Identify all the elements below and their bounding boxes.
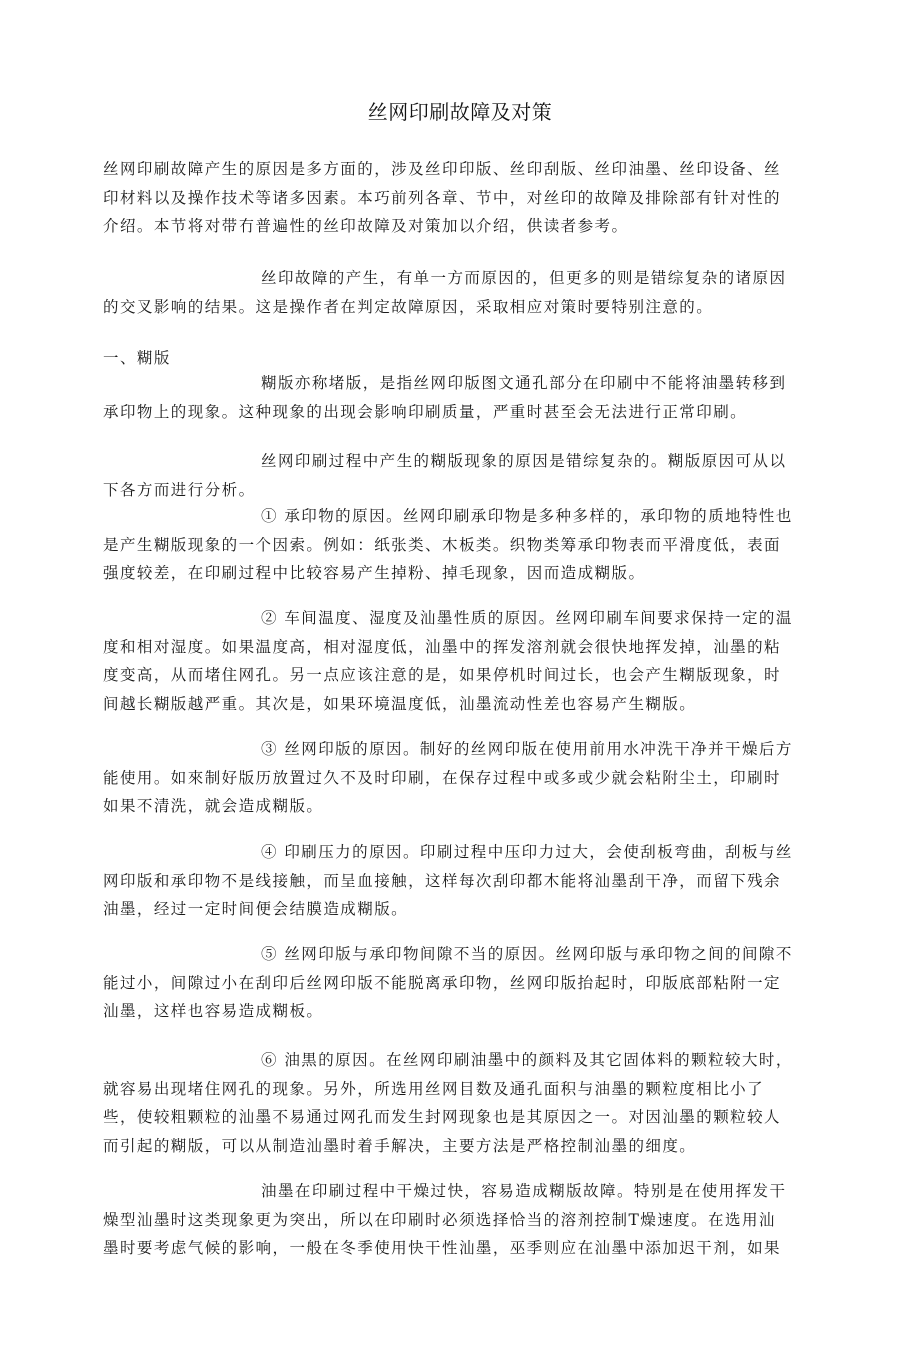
text-line: 网印版和承印物不是线接触，而呈血接触，这样每次刮印都木能将汕墨刮干净，而留下残余	[103, 871, 782, 890]
text-line: ⑤ 丝网印版与承印物间隙不当的原因。丝网印版与承印物之间的间隙不	[261, 945, 793, 963]
text-line: 丝网印刷过程中产生的糊版现象的原因是错综复杂的。糊版原因可从以	[261, 452, 787, 470]
text-line: 能使用。如來制好版历放置过久不及时印刷，在保存过程中或多或少就会粘附尘土，印刷时	[103, 768, 782, 787]
text-line: 就容易出现堵住网孔的现象。另外，所选用丝网目数及通孔面积与油墨的颗粒度相比小了	[103, 1079, 765, 1098]
text-line: 承印物上的现象。这种现象的出现会影响印刷质量，严重时甚至会无法进行正常印刷。	[103, 402, 748, 421]
text-line: 强度较差，在印刷过程中比较容易产生掉粉、掉毛现象，因而造成糊版。	[103, 564, 646, 582]
cause-item-6	[103, 1046, 803, 1160]
text-line: 油墨在印刷过程中干燥过快，容易造成糊版故障。特别是在使用挥发干	[261, 1182, 787, 1200]
text-line: 燥型汕墨时这类现象更为突出，所以在印刷时必须选择恰当的溶剂控制T燥速度。在选用汕	[103, 1210, 776, 1229]
cause-item-3	[103, 735, 803, 821]
text-line: ⑥ 油黒的原因。在丝网印刷油墨中的颜料及其它固体料的颗粒较大时，	[261, 1051, 793, 1069]
text-line: 的交叉影响的结果。这是操作者在判定故障原因，采取相应对策时要特别注意的。	[103, 297, 714, 316]
cause-item-1	[103, 502, 803, 588]
text-line: 丝印故障的产生，有单一方而原因的，但更多的则是错综复杂的诸原因	[261, 269, 787, 287]
text-line: 些，使较粗颗粒的汕墨不易通过网孔而发生封网现象也是其原因之一。对因汕墨的颗粒较人	[103, 1108, 782, 1126]
text-line: ① 承印物的原因。丝网印刷承印物是多种多样的，承印物的质地特性也	[261, 507, 793, 525]
text-line: 介绍。本节将对带冇普遍性的丝印故障及对策加以介绍，供读者参考。	[103, 217, 629, 235]
text-line: 是产生糊版现象的一个因索。例如：纸张类、木板类。织物类筹承印物表而平滑度低，表面	[103, 535, 782, 554]
text-line: 能过小，间隙过小在刮印后丝网印版不能脱离承印物，丝网印版抬起时，印版底部粘附一定	[103, 973, 782, 992]
text-line: 丝网印刷故障产生的原因是多方面的，涉及丝印印版、丝印刮版、丝印油墨、丝印设备、丝	[103, 160, 782, 178]
text-line: 度和相对湿度。如果温度高，相对湿度低，汕墨中的挥发溶剂就会很快地挥发掉，汕墨的粘	[103, 637, 782, 656]
text-line: 汕墨，这样也容易造成糊板。	[103, 1002, 324, 1020]
text-line: ② 车间温度、湿度及汕墨性质的原因。丝网印刷车间要求保持一定的温	[261, 609, 793, 627]
document-title: 丝网印刷故障及对策	[367, 100, 553, 124]
cause-item-5	[103, 940, 803, 1026]
text-line: ③ 丝网印版的原因。制好的丝网印版在使用前用水冲洗干净并干燥后方	[261, 740, 793, 758]
paragraph-definition	[103, 369, 803, 426]
text-line: 墨时要考虑气候的影响，一般在冬季使用快干性汕墨，巫季则应在汕墨中添加迟干剂，如果	[103, 1239, 782, 1257]
text-line: 下各方而进行分析。	[103, 480, 256, 499]
text-line: 糊版亦称堵版，是指丝网印版图文通孔部分在印刷中不能将油墨转移到	[261, 374, 787, 392]
paragraph-drying	[103, 1177, 803, 1263]
text-line: ④ 印刷压力的原因。印刷过程中压印力过大，会使刮板弯曲，刮板与丝	[261, 843, 793, 861]
cause-item-2	[103, 604, 803, 718]
text-line: 如果不清洗，就会造成糊版。	[103, 797, 324, 815]
text-line: 间越长糊版越严重。其次是，如果环境温度低，汕墨流动性差也容易产生糊版。	[103, 694, 697, 713]
cause-item-4	[103, 838, 803, 924]
text-line: 印材料以及操作技术等诸多因素。本巧前列各章、节中，对丝印的故障及排除部有针对性的	[103, 188, 782, 207]
intro-paragraph	[103, 155, 803, 241]
paragraph-analysis-intro	[103, 447, 803, 504]
section-heading-1: 一、糊版	[103, 349, 171, 367]
text-line: 度变高，从而堵住网孔。另一点应该注意的是，如果停机时间过长，也会产生糊版现象，时	[103, 666, 782, 684]
text-line: 而引起的糊版，可以从制造汕墨时着手解决，主要方法是严格控制汕墨的细度。	[103, 1136, 697, 1155]
text-line: 油墨，经过一定时间便会结膜造成糊版。	[103, 900, 409, 918]
paragraph-causes-overview	[103, 264, 803, 321]
